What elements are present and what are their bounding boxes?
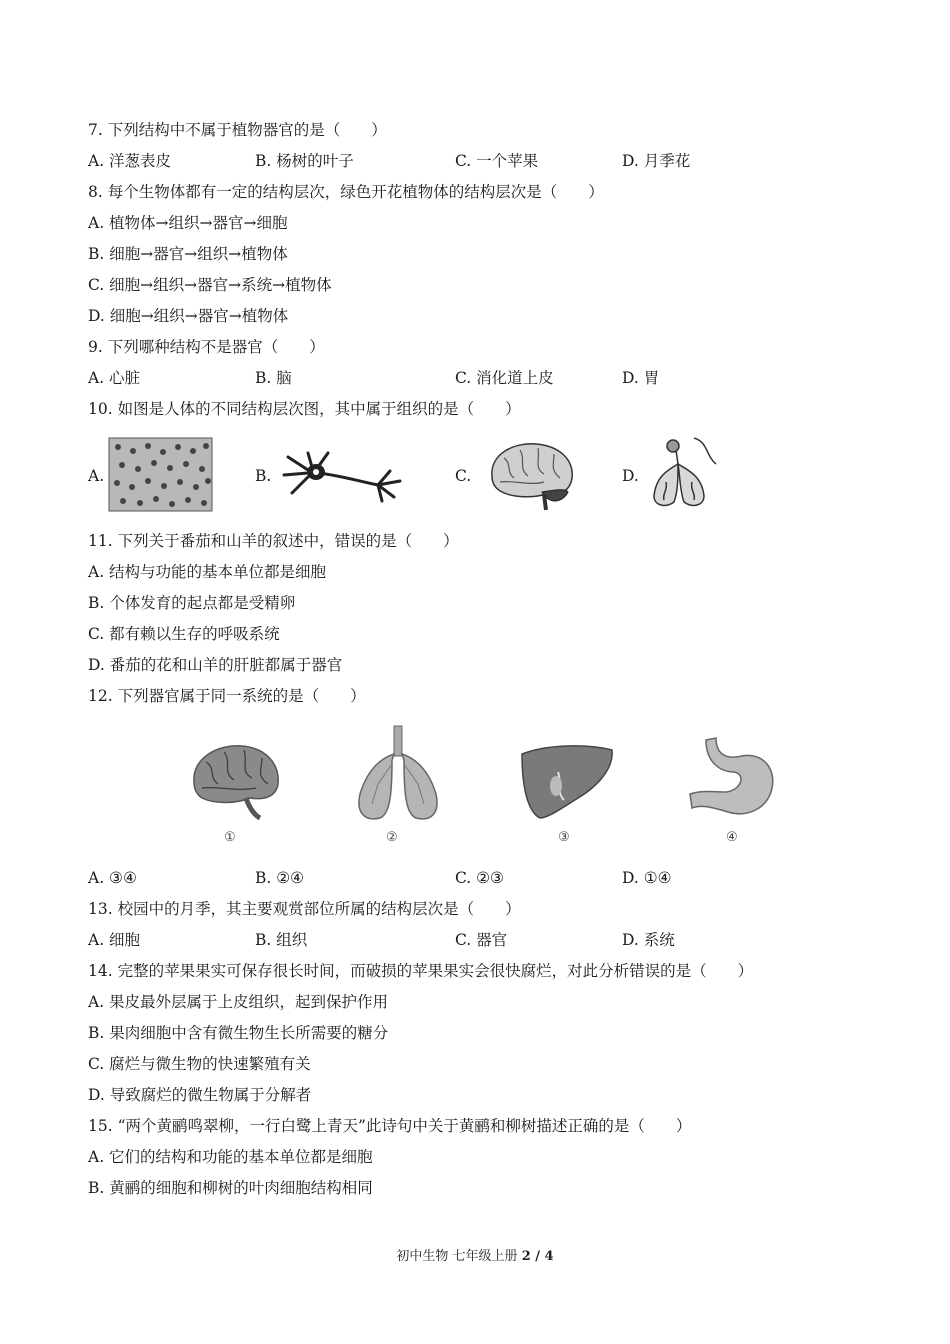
q11-option-d: D. 番茄的花和山羊的肝脏都属于器官: [88, 656, 343, 674]
tissue-image: [108, 437, 213, 512]
q8-option-b: B. 细胞→器官→组织→植物体: [88, 245, 288, 263]
q7-stem: 7. 下列结构中不属于植物器官的是（ ）: [88, 121, 387, 139]
brain-organ-image: [190, 740, 282, 820]
q14-option-c: C. 腐烂与微生物的快速繁殖有关: [88, 1055, 311, 1073]
q11-option-b: B. 个体发育的起点都是受精卵: [88, 594, 296, 612]
q9-option-a: A. 心脏: [88, 369, 141, 387]
q13-option-b: B. 组织: [255, 931, 308, 949]
q14-stem: 14. 完整的苹果果实可保存很长时间，而破损的苹果果实会很快腐烂，对此分析错误的是（ ）: [88, 962, 754, 980]
q8-stem: 8. 每个生物体都有一定的结构层次，绿色开花植物体的结构层次是（ ）: [88, 183, 604, 201]
figure-label-1: ①: [224, 830, 236, 845]
q14-option-b: B. 果肉细胞中含有微生物生长所需要的糖分: [88, 1024, 389, 1042]
q12-stem: 12. 下列器官属于同一系统的是（ ）: [88, 687, 366, 705]
q8-option-d: D. 细胞→组织→器官→植物体: [88, 307, 289, 325]
q13-option-c: C. 器官: [455, 931, 508, 949]
q15-option-b: B. 黄鹂的细胞和柳树的叶肉细胞结构相同: [88, 1179, 373, 1197]
q7-option-c: C. 一个苹果: [455, 152, 539, 170]
brain-image: [484, 438, 579, 513]
q7-option-d: D. 月季花: [622, 152, 691, 170]
q10-option-b: B.: [255, 467, 272, 485]
q9-option-b: B. 脑: [255, 369, 292, 387]
lungs-organ-image: [352, 724, 444, 824]
q13-option-a: A. 细胞: [88, 931, 141, 949]
q11-option-a: A. 结构与功能的基本单位都是细胞: [88, 563, 327, 581]
q10-stem: 10. 如图是人体的不同结构层次图，其中属于组织的是（ ）: [88, 400, 521, 418]
figure-label-4: ④: [726, 830, 738, 845]
q7-option-b: B. 杨树的叶子: [255, 152, 354, 170]
q15-stem: 15. “两个黄鹂鸣翠柳，一行白鹭上青天”此诗句中关于黄鹂和柳树描述正确的是（ ）: [88, 1117, 692, 1135]
q12-option-b: B. ②④: [255, 869, 305, 887]
q11-stem: 11. 下列关于番茄和山羊的叙述中，错误的是（ ）: [88, 532, 459, 550]
page-footer: [0, 1245, 950, 1264]
q14-option-d: D. 导致腐烂的微生物属于分解者: [88, 1086, 312, 1104]
q14-option-a: A. 果皮最外层属于上皮组织，起到保护作用: [88, 993, 389, 1011]
q8-option-c: C. 细胞→组织→器官→系统→植物体: [88, 276, 332, 294]
q9-option-d: D. 胃: [622, 369, 660, 387]
q11-option-c: C. 都有赖以生存的呼吸系统: [88, 625, 280, 643]
q9-option-c: C. 消化道上皮: [455, 369, 554, 387]
q13-option-d: D. 系统: [622, 931, 675, 949]
neuron-image: [278, 445, 410, 505]
q9-stem: 9. 下列哪种结构不是器官（ ）: [88, 338, 325, 356]
stomach-organ-image: [686, 734, 778, 824]
respiratory-system-image: [646, 436, 721, 514]
q12-option-a: A. ③④: [88, 869, 137, 887]
figure-label-2: ②: [386, 830, 398, 845]
footer-text: 初中生物 七年级上册: [396, 1249, 522, 1264]
q7-option-a: A. 洋葱表皮: [88, 152, 172, 170]
q13-stem: 13. 校园中的月季，其主要观赏部位所属的结构层次是（ ）: [88, 900, 521, 918]
q10-option-d: D.: [622, 467, 639, 485]
figure-label-3: ③: [558, 830, 570, 845]
q15-option-a: A. 它们的结构和功能的基本单位都是细胞: [88, 1148, 373, 1166]
liver-organ-image: [518, 742, 616, 822]
q12-option-d: D. ①④: [622, 869, 672, 887]
q10-option-a: A.: [88, 467, 105, 485]
page-number: 2 / 4: [521, 1249, 554, 1264]
q10-option-c: C.: [455, 467, 472, 485]
q12-option-c: C. ②③: [455, 869, 504, 887]
q8-option-a: A. 植物体→组织→器官→细胞: [88, 214, 288, 232]
